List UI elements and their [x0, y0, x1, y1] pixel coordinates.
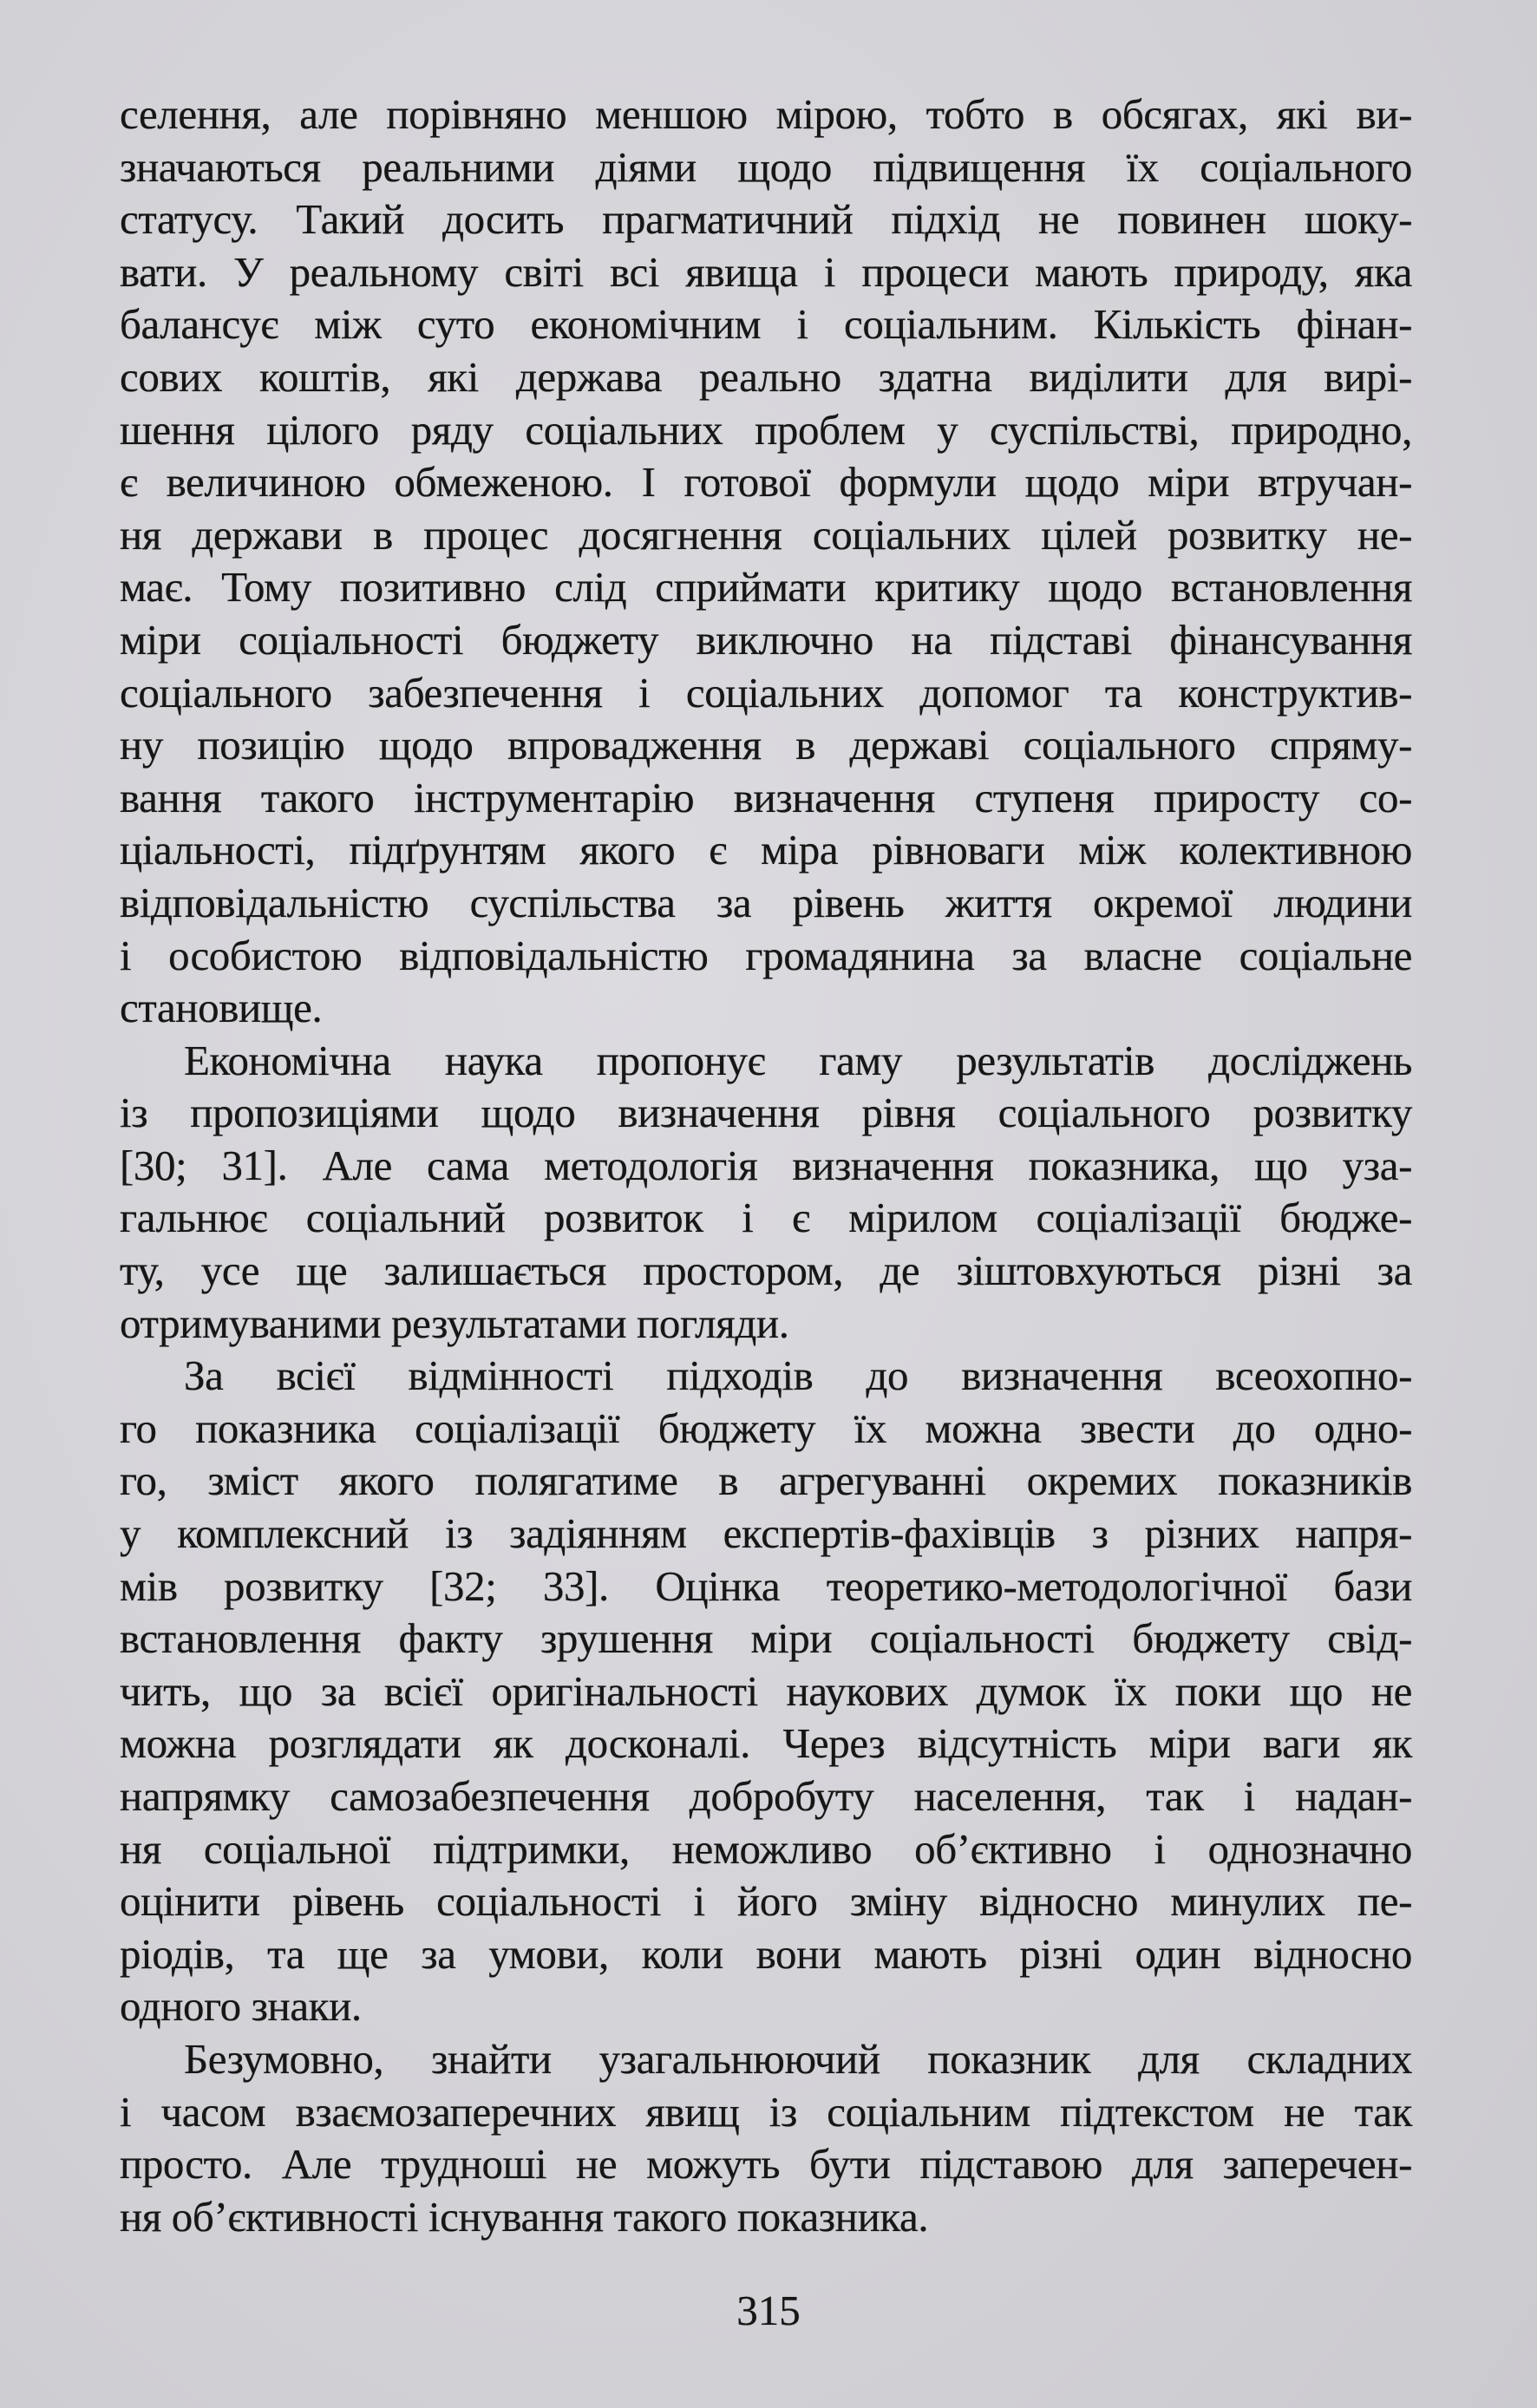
text-line: становище. [120, 984, 323, 1032]
text-line: сових коштів, які держава реально здатна виділити для вирі- [120, 352, 1412, 401]
text-line: є величиною обмеженою. І готової формули щодо міри втручан- [120, 458, 1412, 507]
text-line: За всієї відмінності підходів до визначення всеохопно- [184, 1351, 1412, 1400]
text-line: Економічна наука пропонує гаму результатів досліджень [184, 1036, 1412, 1084]
text-line: у комплексний із задіянням експертів-фахівців з різних напря- [120, 1509, 1412, 1558]
text-line: мів розвитку [32; 33]. Оцінка теоретико-методологічної бази [120, 1561, 1412, 1610]
text-line: гальнює соціальний розвиток і є мірилом соціалізації бюдже- [120, 1194, 1412, 1242]
text-line: просто. Але трудноші не можуть бути підставою для заперечен- [120, 2140, 1412, 2189]
text-line: Безумовно, знайти узагальнюючий показник для складних [184, 2034, 1412, 2083]
text-line: ну позицію щодо впровадження в державі соціального спряму- [120, 721, 1412, 769]
text-line: із пропозиціями щодо визначення рівня соціального розвитку [120, 1089, 1412, 1137]
text-line: напрямку самозабезпечення добробуту населення, так і надан- [120, 1772, 1412, 1820]
text-line: вання такого інструментарію визначення ступеня приросту со- [120, 773, 1412, 821]
text-line: чить, що за всієї оригінальності наукових думок їх поки що не [120, 1666, 1412, 1715]
text-line: і особистою відповідальністю громадянина за власне соціальне [120, 931, 1412, 979]
text-line: міри соціальності бюджету виключно на підставі фінансування [120, 615, 1412, 664]
text-line: [30; 31]. Але сама методологія визначення показника, що уза- [120, 1141, 1412, 1189]
text-line: соціального забезпечення і соціальних допомог та конструктив- [120, 668, 1412, 717]
text-line: ріодів, та ще за умови, коли вони мають різні один відносно [120, 1929, 1412, 1978]
paragraph [120, 2033, 1412, 2243]
text-line: отримуваними результатами погляди. [120, 1299, 789, 1347]
paragraph [120, 1035, 1412, 1351]
text-line: ня об’єктивності існування такого показника. [120, 2192, 929, 2241]
paragraph [120, 88, 1412, 1035]
text-line: значаються реальними діями щодо підвищення їх соціального [120, 142, 1412, 191]
text-line: статусу. Такий досить прагматичний підхід не повинен шоку- [120, 195, 1412, 244]
text-line: вати. У реальному світі всі явища і процеси мають природу, яка [120, 247, 1412, 296]
text-line: ня держави в процес досягнення соціальних цілей розвитку не- [120, 510, 1412, 559]
text-line: ціальності, підґрунтям якого є міра рівноваги між колективною [120, 826, 1412, 874]
text-line: ту, усе ще залишається простором, де зіштовхуються різні за [120, 1247, 1412, 1295]
text-line: відповідальністю суспільства за рівень життя окремої людини [120, 878, 1412, 926]
text-line: має. Тому позитивно слід сприймати критику щодо встановлення [120, 563, 1412, 612]
text-line: шення цілого ряду соціальних проблем у суспільстві, природно, [120, 405, 1412, 454]
page-body [120, 88, 1412, 2243]
page-number: 315 [736, 2287, 801, 2334]
text-line: встановлення факту зрушення міри соціальності бюджету свід- [120, 1614, 1412, 1663]
text-line: селення, але порівняно меншою мірою, тобто в обсягах, які ви- [120, 90, 1412, 138]
text-line: го показника соціалізації бюджету їх можна звести до одно- [120, 1404, 1412, 1452]
text-line: балансує між суто економічним і соціальним. Кількість фінан- [120, 300, 1412, 349]
text-line: одного знаки. [120, 1982, 362, 2031]
text-line: можна розглядати як досконалі. Через відсутність міри ваги як [120, 1719, 1412, 1768]
text-line: оцінити рівень соціальності і його зміну відносно минулих пе- [120, 1877, 1412, 1926]
text-line: і часом взаємозаперечних явищ із соціальним підтекстом не так [120, 2087, 1412, 2136]
paragraph [120, 1350, 1412, 2033]
text-line: ня соціальної підтримки, неможливо об’єктивно і однозначно [120, 1824, 1412, 1873]
text-line: го, зміст якого полягатиме в агрегуванні окремих показників [120, 1456, 1412, 1505]
